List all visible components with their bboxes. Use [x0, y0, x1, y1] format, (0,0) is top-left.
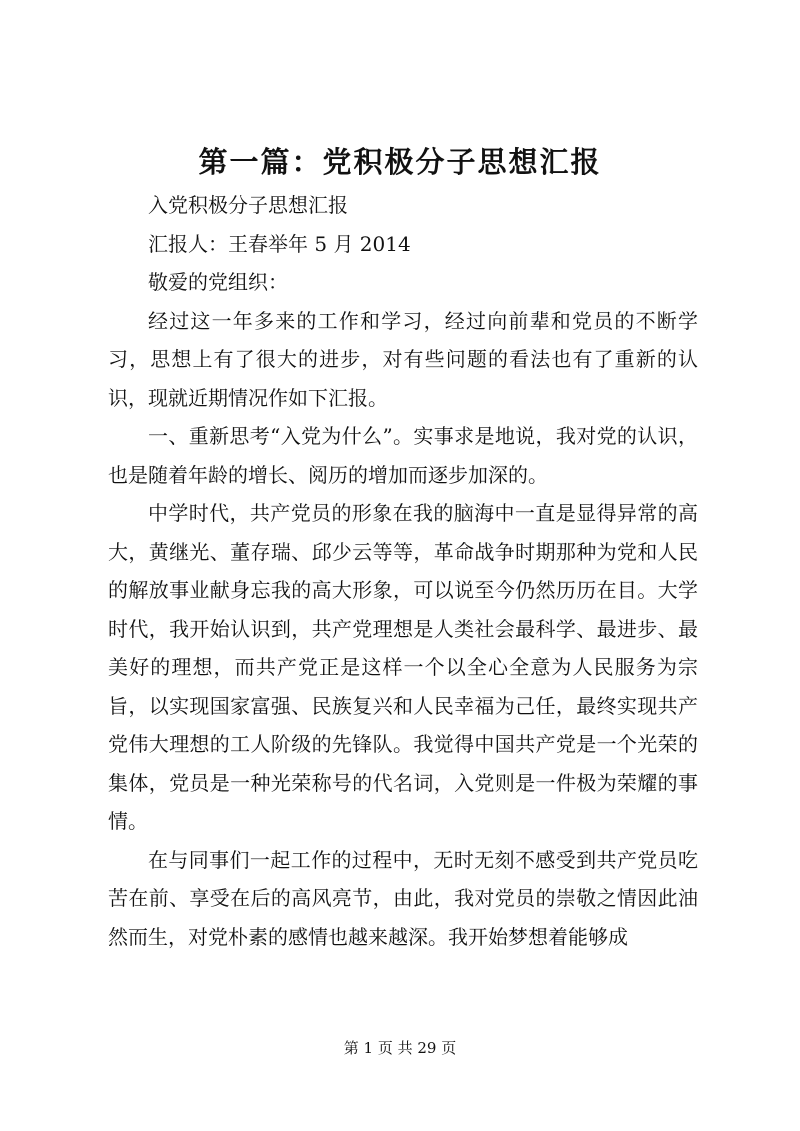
document-title: 第一篇：党积极分子思想汇报	[198, 145, 602, 179]
document-body	[108, 186, 698, 956]
page-number-footer: 第 1 页 共 29 页	[343, 1039, 457, 1057]
paragraph: 中学时代，共产党员的形象在我的脑海中一直是显得异常的高大，黄继光、董存瑞、邱少云等等，革命战争时期那种为党和人民的解放事业献身忘我的高大形象，可以说至今仍然历历在目。大学时代，我开始认识到，共产党理想是人类社会最科学、最进步、最美好的理想，而共产党正是这样一个以全心全意为人民服务为宗旨，以实现国家富强、民族复兴和人民幸福为己任，最终实现共产党伟大理想的工人阶级的先锋队。我觉得中国共产党是一个光荣的集体，党员是一种光荣称号的代名词，入党则是一件极为荣耀的事情。	[108, 501, 698, 833]
paragraph: 经过这一年多来的工作和学习，经过向前辈和党员的不断学习，思想上有了很大的进步，对有些问题的看法也有了重新的认识，现就近期情况作如下汇报。	[108, 308, 698, 410]
paragraph: 在与同事们一起工作的过程中，无时无刻不感受到共产党员吃苦在前、享受在后的高风亮节，由此，我对党员的崇敬之情因此油然而生，对党朴素的感情也越来越深。我开始梦想着能够成	[108, 847, 698, 949]
paragraph: 一、重新思考“入党为什么”。实事求是地说，我对党的认识，也是随着年龄的增长、阅历的增加而逐步加深的。	[108, 424, 698, 487]
paragraph: 汇报人：王春举年 5 月 2014	[148, 231, 411, 256]
paragraph: 敬爱的党组织：	[148, 270, 288, 294]
paragraph: 入党积极分子思想汇报	[148, 193, 348, 217]
